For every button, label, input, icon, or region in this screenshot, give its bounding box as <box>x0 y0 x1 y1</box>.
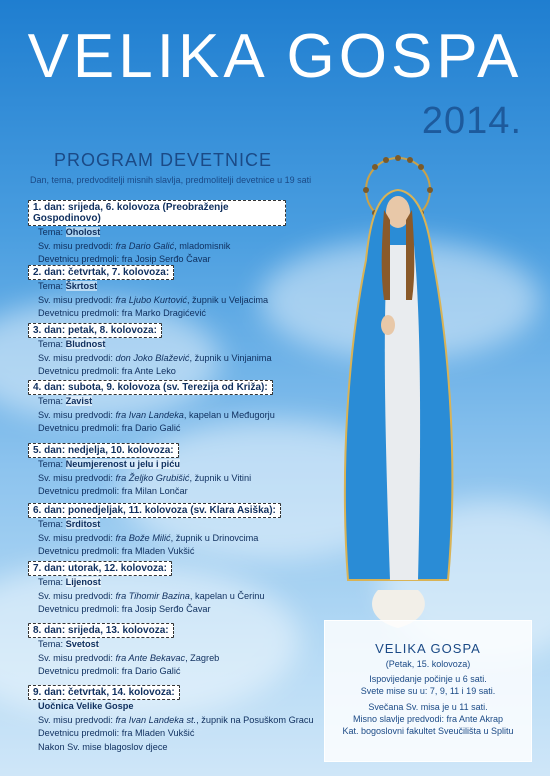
madonna-statue-image <box>318 150 478 640</box>
day-heading: 3. dan: petak, 8. kolovoza: <box>28 323 162 338</box>
hand <box>381 315 395 335</box>
day-block <box>28 682 314 754</box>
day-mass-leader: Sv. misu predvodi: fra Dario Galić, mladomisnik <box>38 240 231 251</box>
day-heading: 4. dan: subota, 9. kolovoza (sv. Terezija od Križa): <box>28 380 273 395</box>
day-note: Uočnica Velike Gospe <box>38 701 134 711</box>
day-block <box>28 558 286 617</box>
day-block <box>28 620 286 679</box>
poster-title: VELIKA GOSPA <box>27 22 523 91</box>
day-block <box>28 320 286 379</box>
day-heading: 7. dan: utorak, 12. kolovoza: <box>28 561 172 576</box>
day-novena-leader: Devetnicu predmoli: fra Dario Galić <box>38 666 181 676</box>
day-theme: Tema: Zavist <box>38 396 93 406</box>
day-mass-leader: Sv. misu predvodi: fra Ivan Landeka, kapelan u Međugorju <box>38 409 275 420</box>
poster-year: 2014. <box>421 100 522 142</box>
info-title: VELIKA GOSPA <box>375 641 481 656</box>
day-block <box>28 262 286 321</box>
info-schedule: Ispovijedanje počinje u 6 sati. Svete mise su u: 7, 9, 11 i 19 sati. Svečana Sv. misa je u 11 sati. Misno slavlje predvodi: fra Ante Akrap Kat. bogoslovni fakultet Sveučilišta u Splitu <box>342 674 514 736</box>
day-novena-leader: Devetnicu predmoli: fra Mladen Vukšić <box>38 546 195 556</box>
day-novena-leader: Devetnicu predmoli: fra Josip Serđo Čavar <box>38 254 211 264</box>
day-mass-leader: Sv. misu predvodi: fra Bože Milić, župnik u Drinovcima <box>38 532 259 543</box>
day-theme: Tema: Oholost <box>38 227 101 237</box>
day-novena-leader: Devetnicu predmoli: fra Dario Galić <box>38 423 181 433</box>
day-theme: Tema: Bludnost <box>38 339 106 349</box>
day-novena-leader: Devetnicu predmoli: fra Josip Serđo Čavar <box>38 604 211 614</box>
day-novena-leader: Devetnicu predmoli: fra Mladen Vukšić <box>38 728 195 738</box>
day-theme: Tema: Škrtost <box>38 281 98 291</box>
day-heading: 5. dan: nedjelja, 10. kolovoza: <box>28 443 179 458</box>
day-theme: Tema: Srditost <box>38 519 101 529</box>
day-mass-leader: Sv. misu predvodi: fra Ante Bekavac, Zagreb <box>38 652 220 663</box>
day-heading: 1. dan: srijeda, 6. kolovoza (Preobraženje Gospodinovo) <box>28 200 286 226</box>
day-novena-leader: Devetnicu predmoli: fra Marko Dragićević <box>38 308 206 318</box>
day-block <box>28 440 286 499</box>
feast-info-box <box>324 620 532 762</box>
day-mass-leader: Sv. misu predvodi: fra Tihomir Bazina, kapelan u Čerinu <box>38 590 265 601</box>
day-mass-leader: Sv. misu predvodi: fra Željko Grubišić, župnik u Vitini <box>38 472 252 483</box>
day-novena-leader: Devetnicu predmoli: fra Milan Lončar <box>38 486 188 496</box>
day-theme: Tema: Neumjerenost u jelu i piću <box>38 459 180 469</box>
day-theme: Tema: Lijenost <box>38 577 101 587</box>
white-gown <box>385 245 420 580</box>
day-heading: 8. dan: srijeda, 13. kolovoza: <box>28 623 174 638</box>
day-block <box>28 377 286 436</box>
day-theme: Tema: Svetost <box>38 639 99 649</box>
day-heading: 6. dan: ponedjeljak, 11. kolovoza (sv. Klara Asiška): <box>28 503 281 518</box>
day-note: Nakon Sv. mise blagoslov djece <box>38 741 168 752</box>
day-mass-leader: Sv. misu predvodi: fra Ivan Landeka st., župnik na Posuškom Gracu <box>38 714 314 725</box>
info-date: (Petak, 15. kolovoza) <box>385 659 471 669</box>
day-heading: 9. dan: četvrtak, 14. kolovoza: <box>28 685 180 700</box>
program-title: PROGRAM DEVETNICE <box>54 150 273 170</box>
day-mass-leader: Sv. misu predvodi: don Joko Blažević, župnik u Vinjanima <box>38 352 272 363</box>
program-subtitle: Dan, tema, predvoditelji misnih slavlja, predmolitelji devetnice u 19 sati <box>30 175 312 185</box>
day-block <box>28 200 286 267</box>
day-novena-leader: Devetnicu predmoli: fra Ante Leko <box>38 366 176 376</box>
day-block <box>28 500 286 559</box>
day-heading: 2. dan: četvrtak, 7. kolovoza: <box>28 265 174 280</box>
day-mass-leader: Sv. misu predvodi: fra Ljubo Kurtović, župnik u Veljacima <box>38 294 269 305</box>
